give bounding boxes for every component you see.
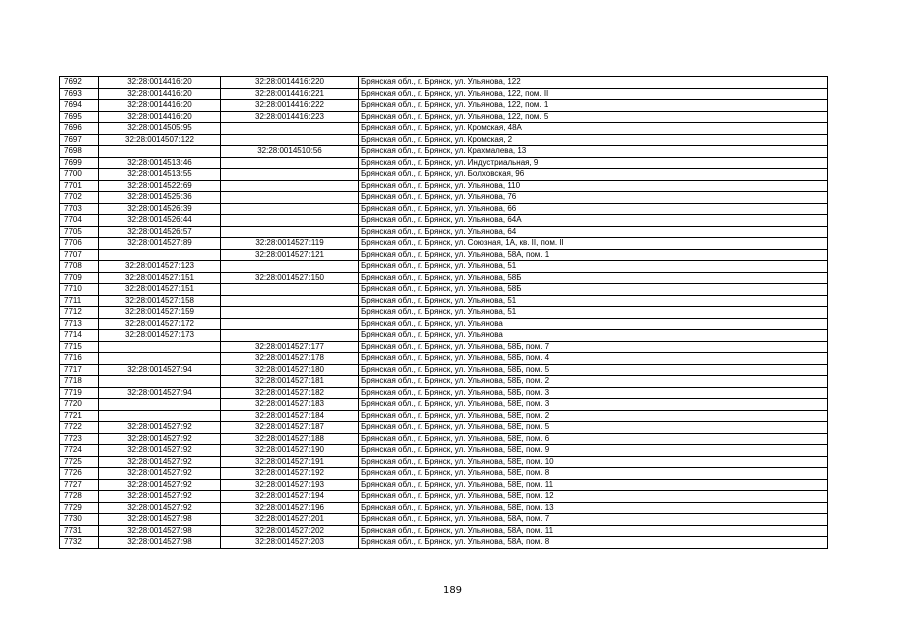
object-number-cell [221, 192, 359, 204]
row-number-cell: 7709 [60, 272, 99, 284]
row-number-cell: 7726 [60, 468, 99, 480]
cadastral-number-cell: 32:28:0014527:94 [99, 364, 221, 376]
address-cell: Брянская обл., г. Брянск, ул. Ульянова, 58Е, пом. 8 [359, 468, 828, 480]
cadastral-number-cell: 32:28:0014513:55 [99, 169, 221, 181]
row-number-cell: 7697 [60, 134, 99, 146]
row-number-cell: 7704 [60, 215, 99, 227]
table-row [60, 100, 828, 112]
address-cell: Брянская обл., г. Брянск, ул. Ульянова, 58Б, пом. 4 [359, 353, 828, 365]
table-row [60, 399, 828, 411]
table-row [60, 180, 828, 192]
cadastral-number-cell: 32:28:0014525:36 [99, 192, 221, 204]
cadastral-number-cell: 32:28:0014527:92 [99, 445, 221, 457]
cadastral-number-cell: 32:28:0014416:20 [99, 88, 221, 100]
address-cell: Брянская обл., г. Брянск, ул. Союзная, 1А, кв. II, пом. II [359, 238, 828, 250]
address-cell: Брянская обл., г. Брянск, ул. Ульянова, 58Б, пом. 3 [359, 387, 828, 399]
address-cell: Брянская обл., г. Брянск, ул. Ульянова, 58Б [359, 284, 828, 296]
cadastral-number-cell: 32:28:0014527:98 [99, 514, 221, 526]
cadastral-number-cell [99, 146, 221, 158]
row-number-cell: 7708 [60, 261, 99, 273]
table-row [60, 249, 828, 261]
cadastral-number-cell [99, 341, 221, 353]
object-number-cell: 32:28:0014527:190 [221, 445, 359, 457]
object-number-cell: 32:28:0014527:194 [221, 491, 359, 503]
address-cell: Брянская обл., г. Брянск, ул. Ульянова, 58А, пом. 8 [359, 537, 828, 549]
row-number-cell: 7701 [60, 180, 99, 192]
object-number-cell: 32:28:0014416:222 [221, 100, 359, 112]
row-number-cell: 7700 [60, 169, 99, 181]
address-cell: Брянская обл., г. Брянск, ул. Ульянова, 58Б, пом. 5 [359, 364, 828, 376]
table-row [60, 157, 828, 169]
row-number-cell: 7699 [60, 157, 99, 169]
row-number-cell: 7692 [60, 77, 99, 89]
cadastral-number-cell: 32:28:0014505:95 [99, 123, 221, 135]
table-row [60, 514, 828, 526]
object-number-cell: 32:28:0014527:202 [221, 525, 359, 537]
table-row [60, 376, 828, 388]
address-cell: Брянская обл., г. Брянск, ул. Ульянова, 58Б, пом. 7 [359, 341, 828, 353]
object-number-cell: 32:28:0014527:178 [221, 353, 359, 365]
address-cell: Брянская обл., г. Брянск, ул. Ульянова, 58Е, пом. 12 [359, 491, 828, 503]
table-row [60, 307, 828, 319]
table-row [60, 456, 828, 468]
cadastral-number-cell: 32:28:0014416:20 [99, 100, 221, 112]
cadastral-number-cell: 32:28:0014527:158 [99, 295, 221, 307]
cadastral-number-cell: 32:28:0014526:57 [99, 226, 221, 238]
object-number-cell: 32:28:0014527:184 [221, 410, 359, 422]
row-number-cell: 7715 [60, 341, 99, 353]
address-cell: Брянская обл., г. Брянск, ул. Ульянова, 58Б [359, 272, 828, 284]
row-number-cell: 7714 [60, 330, 99, 342]
cadastral-number-cell: 32:28:0014527:94 [99, 387, 221, 399]
address-cell: Брянская обл., г. Брянск, ул. Ульянова, 58Е, пом. 11 [359, 479, 828, 491]
address-cell: Брянская обл., г. Брянск, ул. Ульянова, 58А, пом. 11 [359, 525, 828, 537]
row-number-cell: 7730 [60, 514, 99, 526]
table-row [60, 215, 828, 227]
table-row [60, 295, 828, 307]
object-number-cell: 32:28:0014527:203 [221, 537, 359, 549]
object-number-cell: 32:28:0014527:180 [221, 364, 359, 376]
cadastral-number-cell [99, 353, 221, 365]
cadastral-number-cell: 32:28:0014522:69 [99, 180, 221, 192]
registry-table [59, 76, 828, 549]
row-number-cell: 7694 [60, 100, 99, 112]
object-number-cell [221, 215, 359, 227]
table-row [60, 479, 828, 491]
cadastral-number-cell: 32:28:0014527:98 [99, 525, 221, 537]
cadastral-number-cell: 32:28:0014527:172 [99, 318, 221, 330]
cadastral-number-cell: 32:28:0014526:39 [99, 203, 221, 215]
table-row [60, 410, 828, 422]
cadastral-number-cell: 32:28:0014527:173 [99, 330, 221, 342]
cadastral-number-cell [99, 410, 221, 422]
table-row [60, 203, 828, 215]
address-cell: Брянская обл., г. Брянск, ул. Ульянова, 66 [359, 203, 828, 215]
row-number-cell: 7717 [60, 364, 99, 376]
object-number-cell: 32:28:0014510:56 [221, 146, 359, 158]
address-cell: Брянская обл., г. Брянск, ул. Ульянова, 58Е, пом. 10 [359, 456, 828, 468]
cadastral-number-cell: 32:28:0014527:92 [99, 433, 221, 445]
object-number-cell [221, 261, 359, 273]
table-row [60, 537, 828, 549]
table-row [60, 502, 828, 514]
object-number-cell: 32:28:0014527:182 [221, 387, 359, 399]
object-number-cell [221, 157, 359, 169]
address-cell: Брянская обл., г. Брянск, ул. Ульянова, 64А [359, 215, 828, 227]
address-cell: Брянская обл., г. Брянск, ул. Ульянова [359, 330, 828, 342]
object-number-cell [221, 134, 359, 146]
table-row [60, 353, 828, 365]
cadastral-number-cell: 32:28:0014526:44 [99, 215, 221, 227]
table-row [60, 284, 828, 296]
object-number-cell: 32:28:0014527:193 [221, 479, 359, 491]
object-number-cell: 32:28:0014527:177 [221, 341, 359, 353]
object-number-cell: 32:28:0014527:196 [221, 502, 359, 514]
cadastral-number-cell [99, 249, 221, 261]
address-cell: Брянская обл., г. Брянск, ул. Ульянова, 58Е, пом. 5 [359, 422, 828, 434]
address-cell: Брянская обл., г. Брянск, ул. Ульянова, 58Б, пом. 2 [359, 376, 828, 388]
cadastral-number-cell: 32:28:0014527:98 [99, 537, 221, 549]
object-number-cell: 32:28:0014527:188 [221, 433, 359, 445]
address-cell: Брянская обл., г. Брянск, ул. Ульянова, 64 [359, 226, 828, 238]
object-number-cell: 32:28:0014527:183 [221, 399, 359, 411]
table-row [60, 445, 828, 457]
address-cell: Брянская обл., г. Брянск, ул. Ульянова, 58А, пом. 7 [359, 514, 828, 526]
table-row [60, 146, 828, 158]
row-number-cell: 7731 [60, 525, 99, 537]
table-row [60, 341, 828, 353]
object-number-cell [221, 226, 359, 238]
cadastral-number-cell: 32:28:0014527:92 [99, 502, 221, 514]
table-row [60, 261, 828, 273]
cadastral-number-cell: 32:28:0014527:159 [99, 307, 221, 319]
address-cell: Брянская обл., г. Брянск, ул. Ульянова, 58Е, пом. 6 [359, 433, 828, 445]
object-number-cell: 32:28:0014527:121 [221, 249, 359, 261]
table-row [60, 364, 828, 376]
address-cell: Брянская обл., г. Брянск, ул. Ульянова, 122, пом. 1 [359, 100, 828, 112]
address-cell: Брянская обл., г. Брянск, ул. Ульянова, 51 [359, 307, 828, 319]
row-number-cell: 7706 [60, 238, 99, 250]
object-number-cell [221, 169, 359, 181]
table-row [60, 111, 828, 123]
address-cell: Брянская обл., г. Брянск, ул. Ульянова, 58А, пом. 1 [359, 249, 828, 261]
address-cell: Брянская обл., г. Брянск, ул. Ульянова, 58Е, пом. 3 [359, 399, 828, 411]
row-number-cell: 7719 [60, 387, 99, 399]
table-row [60, 387, 828, 399]
row-number-cell: 7705 [60, 226, 99, 238]
row-number-cell: 7703 [60, 203, 99, 215]
table-row [60, 272, 828, 284]
address-cell: Брянская обл., г. Брянск, ул. Ульянова, 51 [359, 261, 828, 273]
address-cell: Брянская обл., г. Брянск, ул. Кромская, 48А [359, 123, 828, 135]
cadastral-number-cell: 32:28:0014527:92 [99, 422, 221, 434]
page-number: 189 [442, 585, 463, 596]
object-number-cell [221, 203, 359, 215]
cadastral-number-cell: 32:28:0014513:46 [99, 157, 221, 169]
row-number-cell: 7720 [60, 399, 99, 411]
address-cell: Брянская обл., г. Брянск, ул. Ульянова [359, 318, 828, 330]
row-number-cell: 7725 [60, 456, 99, 468]
cadastral-number-cell: 32:28:0014527:89 [99, 238, 221, 250]
address-cell: Брянская обл., г. Брянск, ул. Ульянова, 122 [359, 77, 828, 89]
object-number-cell: 32:28:0014527:192 [221, 468, 359, 480]
address-cell: Брянская обл., г. Брянск, ул. Крахмалева, 13 [359, 146, 828, 158]
row-number-cell: 7710 [60, 284, 99, 296]
row-number-cell: 7724 [60, 445, 99, 457]
object-number-cell: 32:28:0014416:221 [221, 88, 359, 100]
object-number-cell: 32:28:0014527:191 [221, 456, 359, 468]
address-cell: Брянская обл., г. Брянск, ул. Кромская, 2 [359, 134, 828, 146]
row-number-cell: 7698 [60, 146, 99, 158]
address-cell: Брянская обл., г. Брянск, ул. Ульянова, 122, пом. II [359, 88, 828, 100]
table-row [60, 88, 828, 100]
row-number-cell: 7695 [60, 111, 99, 123]
object-number-cell [221, 284, 359, 296]
cadastral-number-cell: 32:28:0014527:92 [99, 491, 221, 503]
table-row [60, 422, 828, 434]
table-row [60, 77, 828, 89]
row-number-cell: 7696 [60, 123, 99, 135]
cadastral-number-cell: 32:28:0014527:92 [99, 468, 221, 480]
address-cell: Брянская обл., г. Брянск, ул. Ульянова, 58Е, пом. 13 [359, 502, 828, 514]
object-number-cell: 32:28:0014527:187 [221, 422, 359, 434]
address-cell: Брянская обл., г. Брянск, ул. Ульянова, 58Е, пом. 2 [359, 410, 828, 422]
table-row [60, 192, 828, 204]
table-row [60, 433, 828, 445]
table-row [60, 226, 828, 238]
address-cell: Брянская обл., г. Брянск, ул. Ульянова, 110 [359, 180, 828, 192]
cadastral-number-cell [99, 376, 221, 388]
row-number-cell: 7713 [60, 318, 99, 330]
object-number-cell [221, 330, 359, 342]
object-number-cell [221, 318, 359, 330]
row-number-cell: 7707 [60, 249, 99, 261]
address-cell: Брянская обл., г. Брянск, ул. Ульянова, 51 [359, 295, 828, 307]
table-row [60, 330, 828, 342]
table-row [60, 525, 828, 537]
row-number-cell: 7693 [60, 88, 99, 100]
address-cell: Брянская обл., г. Брянск, ул. Ульянова, 122, пом. 5 [359, 111, 828, 123]
object-number-cell [221, 295, 359, 307]
row-number-cell: 7712 [60, 307, 99, 319]
table-row [60, 134, 828, 146]
address-cell: Брянская обл., г. Брянск, ул. Ульянова, 58Е, пом. 9 [359, 445, 828, 457]
address-cell: Брянская обл., г. Брянск, ул. Ульянова, 76 [359, 192, 828, 204]
cadastral-number-cell: 32:28:0014527:92 [99, 479, 221, 491]
row-number-cell: 7702 [60, 192, 99, 204]
object-number-cell: 32:28:0014527:150 [221, 272, 359, 284]
object-number-cell: 32:28:0014416:220 [221, 77, 359, 89]
table-row [60, 491, 828, 503]
cadastral-number-cell: 32:28:0014527:151 [99, 284, 221, 296]
object-number-cell: 32:28:0014416:223 [221, 111, 359, 123]
cadastral-number-cell: 32:28:0014527:123 [99, 261, 221, 273]
cadastral-number-cell: 32:28:0014507:122 [99, 134, 221, 146]
cadastral-number-cell: 32:28:0014527:151 [99, 272, 221, 284]
table-row [60, 238, 828, 250]
address-cell: Брянская обл., г. Брянск, ул. Индустриальная, 9 [359, 157, 828, 169]
cadastral-number-cell: 32:28:0014416:20 [99, 77, 221, 89]
row-number-cell: 7727 [60, 479, 99, 491]
cadastral-number-cell: 32:28:0014527:92 [99, 456, 221, 468]
row-number-cell: 7723 [60, 433, 99, 445]
object-number-cell: 32:28:0014527:201 [221, 514, 359, 526]
cadastral-number-cell: 32:28:0014416:20 [99, 111, 221, 123]
object-number-cell [221, 180, 359, 192]
row-number-cell: 7722 [60, 422, 99, 434]
object-number-cell: 32:28:0014527:181 [221, 376, 359, 388]
object-number-cell: 32:28:0014527:119 [221, 238, 359, 250]
registry-table-body [60, 77, 828, 549]
object-number-cell [221, 123, 359, 135]
row-number-cell: 7732 [60, 537, 99, 549]
table-row [60, 123, 828, 135]
row-number-cell: 7728 [60, 491, 99, 503]
table-row [60, 169, 828, 181]
cadastral-number-cell [99, 399, 221, 411]
table-row [60, 468, 828, 480]
row-number-cell: 7718 [60, 376, 99, 388]
table-row [60, 318, 828, 330]
row-number-cell: 7721 [60, 410, 99, 422]
object-number-cell [221, 307, 359, 319]
row-number-cell: 7716 [60, 353, 99, 365]
row-number-cell: 7711 [60, 295, 99, 307]
row-number-cell: 7729 [60, 502, 99, 514]
address-cell: Брянская обл., г. Брянск, ул. Болховская, 96 [359, 169, 828, 181]
